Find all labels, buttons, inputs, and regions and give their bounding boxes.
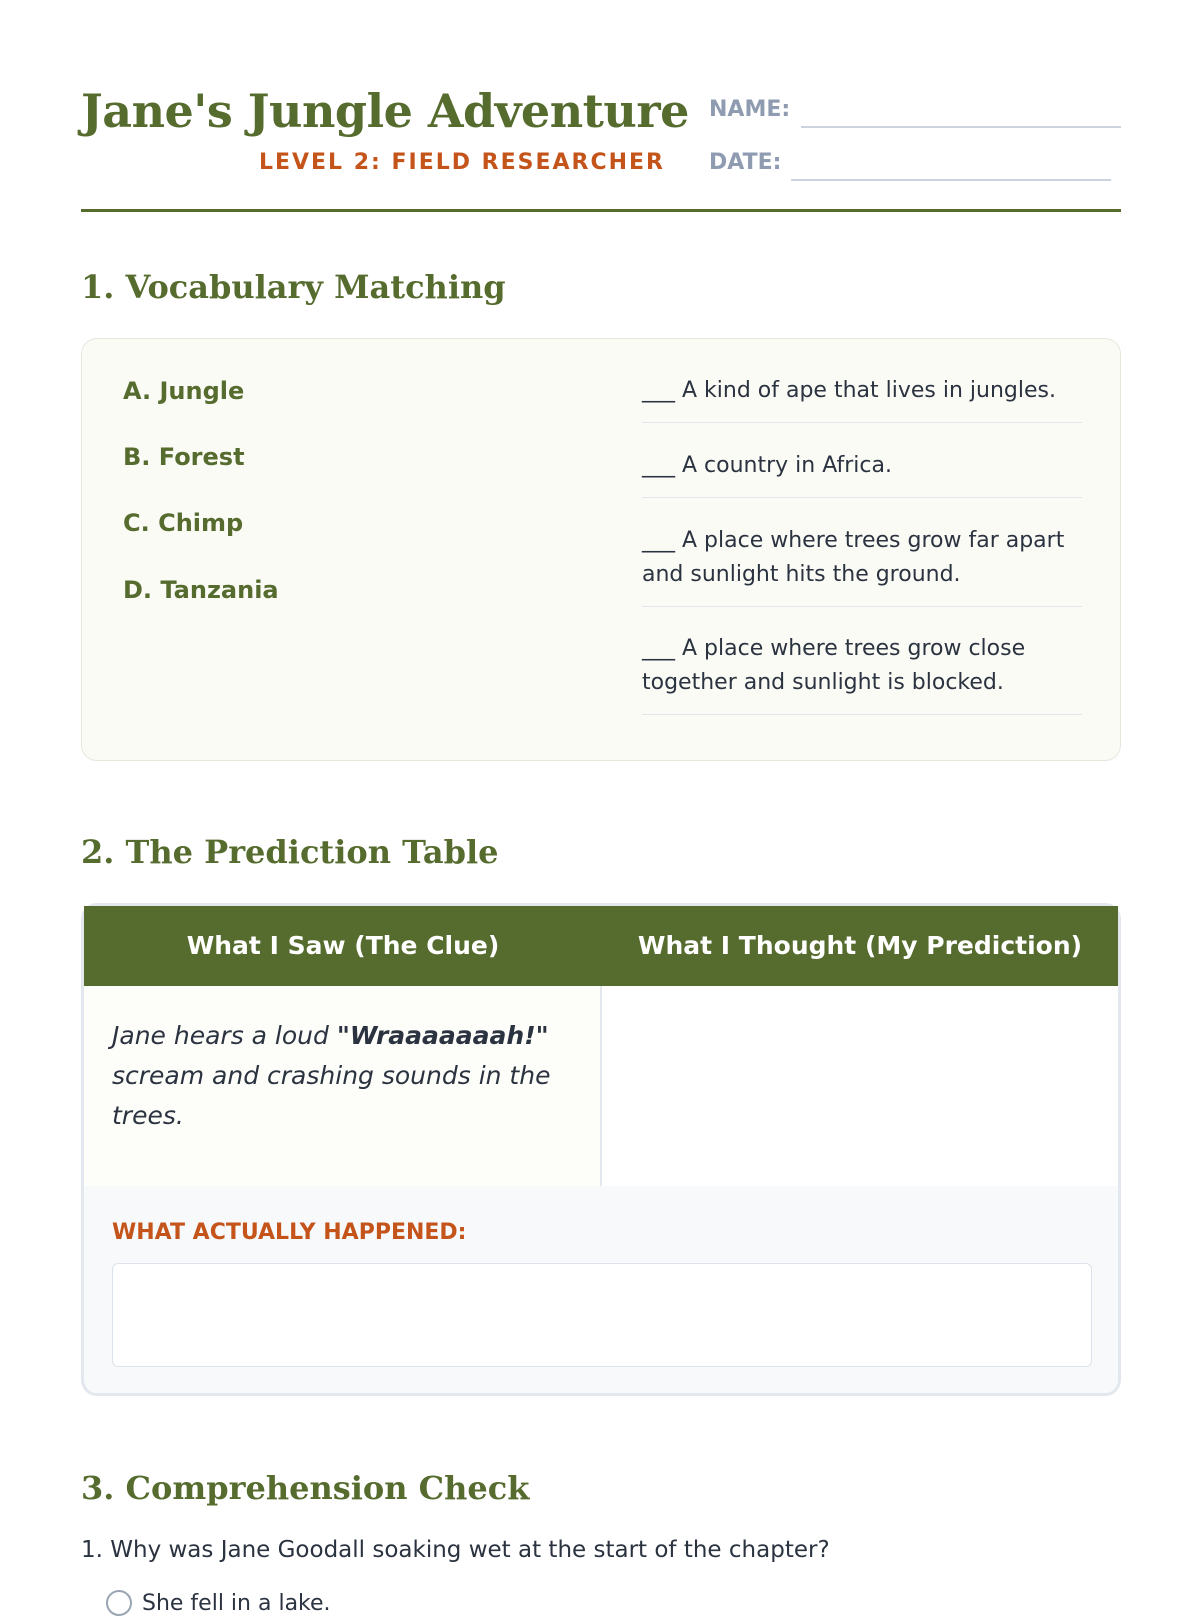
prediction-answer-cell[interactable]	[602, 986, 1118, 1186]
name-field[interactable]	[801, 126, 1121, 128]
vocab-term: A. Jungle	[123, 377, 245, 405]
clue-text-end: scream and crashing sounds in the trees.	[112, 1061, 551, 1130]
worksheet-page	[81, 0, 1121, 1616]
prediction-row	[84, 986, 1118, 1186]
vocab-definition[interactable]: ___ A kind of ape that lives in jungles.	[642, 374, 1082, 423]
section-title-prediction: 2. The Prediction Table	[81, 833, 499, 871]
date-label: DATE:	[709, 150, 782, 175]
clue-sound: "Wraaaaaaah!"	[336, 1021, 549, 1050]
worksheet-header	[81, 0, 1121, 212]
vocabulary-matching-box	[81, 338, 1121, 761]
column-header-clue: What I Saw (The Clue)	[186, 931, 500, 960]
radio-button[interactable]	[106, 1590, 132, 1616]
vocab-definition[interactable]: ___ A place where trees grow far apart and sunlight hits the ground.	[642, 524, 1082, 607]
actual-happened-answer-box[interactable]	[112, 1263, 1092, 1367]
date-field[interactable]	[791, 179, 1111, 181]
vocab-term: D. Tanzania	[123, 576, 279, 604]
comprehension-question: 1. Why was Jane Goodall soaking wet at the start of the chapter?	[81, 1537, 830, 1563]
vocab-definition[interactable]: ___ A place where trees grow close together and sunlight is blocked.	[642, 632, 1082, 715]
answer-option-label: She fell in a lake.	[142, 1590, 331, 1616]
section-title-vocabulary: 1. Vocabulary Matching	[81, 268, 506, 306]
answer-option[interactable]	[106, 1590, 331, 1616]
prediction-table-header	[84, 906, 1118, 986]
actual-happened-label: WHAT ACTUALLY HAPPENED:	[112, 1220, 467, 1245]
worksheet-title: Jane's Jungle Adventure	[81, 84, 689, 138]
section-title-comprehension: 3. Comprehension Check	[81, 1469, 530, 1507]
name-label: NAME:	[709, 97, 791, 122]
worksheet-level: LEVEL 2: FIELD RESEARCHER	[258, 150, 665, 175]
column-header-prediction: What I Thought (My Prediction)	[637, 931, 1083, 960]
clue-text: Jane hears a loud	[112, 1021, 337, 1050]
prediction-table	[81, 903, 1121, 1396]
vocab-definition[interactable]: ___ A country in Africa.	[642, 449, 1082, 498]
clue-cell	[84, 986, 602, 1186]
vocab-term: B. Forest	[123, 443, 245, 471]
vocab-term: C. Chimp	[123, 509, 244, 537]
